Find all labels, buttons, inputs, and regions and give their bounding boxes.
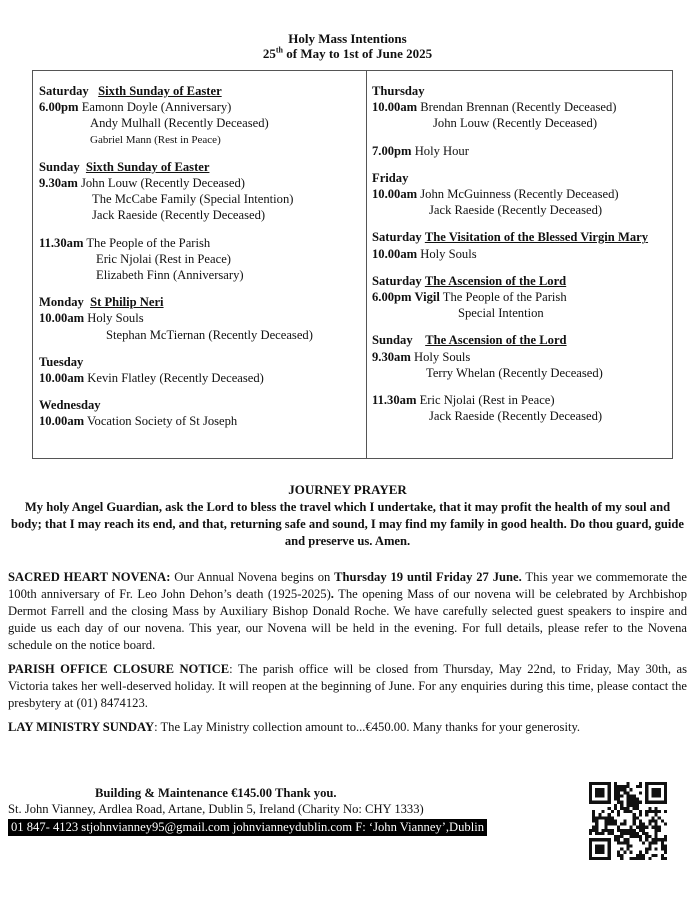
intention: Terry Whelan (Recently Deceased) — [426, 365, 603, 380]
mass-time: 10.00am — [39, 414, 85, 429]
date-range — [0, 46, 695, 61]
date-start: 25 — [262, 46, 276, 61]
intention: The People of the Parish — [439, 290, 567, 305]
lay-ministry-notice — [8, 719, 687, 736]
left-column — [39, 83, 361, 441]
intention: John Louw (Recently Deceased) — [77, 176, 245, 191]
intention: Holy Souls — [410, 349, 471, 364]
friday-entry — [372, 170, 670, 219]
day-label: Sunday — [372, 333, 413, 348]
mass-time: 10.00am — [39, 311, 85, 326]
day-label: Tuesday — [39, 354, 84, 369]
column-divider — [366, 71, 367, 458]
wednesday-entry — [39, 397, 361, 429]
intention: Eamonn Doyle (Anniversary) — [78, 100, 232, 115]
notice-text: The opening Mass of our novena will be celebrated by Archbishop Dermot Farrell and the closing Mass by Auxiliary Bishop Donald Roche. We have carefully selected guest speakers to inspire and guide us each day of our novena. This year, our Novena will be held in the evening. For full details, please refer to the Novena schedule on the notice board. — [8, 587, 687, 652]
notice-label: PARISH OFFICE CLOSURE NOTICE — [8, 662, 230, 676]
prayer-text: My holy Angel Guardian, ask the Lord to bless the travel which I undertake, that it may profit the health of my soul and body; that I may reach its end, and that, returning safe and sound, I may find my family in good health. Do thou guard, guide and preserve us. Amen. — [10, 500, 685, 548]
intention: The People of the Parish — [83, 235, 211, 250]
monday-entry — [39, 294, 361, 343]
day-label: Monday — [39, 295, 84, 310]
mass-time: 10.00am — [372, 246, 418, 261]
notice-label: SACRED HEART NOVENA: — [8, 570, 171, 584]
day-label: Saturday — [39, 84, 89, 98]
day-label: Friday — [372, 170, 409, 185]
intention: Jack Raeside (Recently Deceased) — [429, 203, 603, 218]
saturday-vigil-entry — [372, 273, 670, 322]
mass-time: 9.30am — [39, 176, 78, 191]
qr-code-icon[interactable] — [589, 782, 667, 860]
mass-time: 6.00pm Vigil — [372, 290, 440, 305]
intention: Stephan McTiernan (Recently Deceased) — [106, 327, 313, 342]
day-label: Sunday — [39, 159, 80, 174]
intention: Kevin Flatley (Recently Deceased) — [84, 371, 264, 386]
notice-label: LAY MINISTRY SUNDAY — [8, 720, 155, 734]
intention: Special Intention — [458, 306, 544, 321]
feast-title: The Visitation of the Blessed Virgin Mary — [424, 230, 649, 245]
right-column — [372, 83, 670, 435]
intention: Eric Njolai (Rest in Peace) — [416, 393, 555, 408]
intention: Eric Njolai (Rest in Peace) — [96, 251, 231, 266]
intention: The McCabe Family (Special Intention) — [92, 192, 294, 207]
notice-text: . — [330, 587, 334, 601]
notice-text: Our Annual Novena begins on — [170, 570, 335, 584]
sunday-ascension-entry — [372, 332, 670, 381]
intention: Holy Hour — [411, 143, 469, 158]
notice-text: : The Lay Ministry collection amount to...€450.00. Many thanks for your generosity. — [154, 720, 581, 734]
day-label: Saturday — [372, 273, 422, 288]
mass-time: 10.00am — [39, 371, 85, 386]
date-rest: of May to 1st of June 2025 — [282, 46, 433, 61]
day-label: Wednesday — [39, 398, 101, 413]
feast-title: Sixth Sunday of Easter — [85, 159, 210, 174]
contact-bar: 01 847- 4123 stjohnvianney95@gmail.com johnvianneydublin.com F: ‘John Vianney’,Dublin — [8, 819, 487, 836]
notice-text: This year we commemorate the 100th anniversary of Fr. Leo John Dehon’s death (1925-2025) — [8, 570, 687, 601]
mass-time: 11.30am — [372, 393, 417, 408]
holy-hour-entry — [372, 143, 670, 159]
intention: John McGuinness (Recently Deceased) — [417, 187, 619, 202]
day-label: Saturday — [372, 230, 422, 245]
saturday-visitation-entry — [372, 229, 670, 261]
mass-time: 10.00am — [372, 100, 418, 115]
intention: Andy Mulhall (Recently Deceased) — [90, 116, 269, 131]
date-suffix: th — [275, 45, 283, 55]
office-closure-notice — [8, 661, 687, 712]
intention: Holy Souls — [84, 311, 144, 326]
intention: Elizabeth Finn (Anniversary) — [96, 268, 244, 283]
day-label: Thursday — [372, 84, 425, 98]
mass-time: 7.00pm — [372, 143, 412, 158]
novena-dates: Thursday 19 until Friday 27 June. — [334, 570, 522, 584]
page-title: Holy Mass Intentions — [288, 31, 407, 46]
saturday-entry — [39, 83, 361, 148]
sunday-late-ascension-entry — [372, 392, 670, 424]
intention: Vocation Society of St Joseph — [84, 414, 238, 429]
mass-time: 9.30am — [372, 349, 411, 364]
building-maintenance: Building & Maintenance €145.00 Thank you. — [95, 786, 337, 800]
mass-time: 11.30am — [39, 235, 84, 250]
novena-notice — [8, 569, 687, 654]
feast-title: The Ascension of the Lord — [424, 273, 567, 288]
parish-address: St. John Vianney, Ardlea Road, Artane, Dublin 5, Ireland (Charity No: CHY 1333) — [8, 802, 424, 816]
feast-title: Sixth Sunday of Easter — [98, 84, 222, 98]
thursday-entry — [372, 83, 670, 132]
intention: Gabriel Mann (Rest in Peace) — [90, 133, 221, 146]
tuesday-entry — [39, 354, 361, 386]
feast-title: The Ascension of the Lord — [425, 333, 567, 348]
sunday-late-entry — [39, 235, 361, 284]
prayer-heading: JOURNEY PRAYER — [288, 482, 407, 497]
notice-text: : The parish office will be closed from Thursday, May 22nd, to Friday, May 30th, as Victoria takes her well-deserved holiday. It will reopen at the beginning of June. For any enquiries during this time, please contact the presbytery at (01) 8474123. — [8, 662, 687, 710]
sunday-entry — [39, 159, 361, 224]
intention: Holy Souls — [417, 246, 477, 261]
intention: Jack Raeside (Recently Deceased) — [92, 208, 266, 223]
intention: John Louw (Recently Deceased) — [433, 116, 598, 131]
feast-title: St Philip Neri — [90, 295, 164, 310]
intention: Jack Raeside (Recently Deceased) — [429, 409, 603, 424]
mass-time: 10.00am — [372, 187, 418, 202]
mass-intentions-table — [32, 70, 673, 459]
intention: Brendan Brennan (Recently Deceased) — [417, 100, 617, 115]
mass-time: 6.00pm — [39, 100, 79, 115]
